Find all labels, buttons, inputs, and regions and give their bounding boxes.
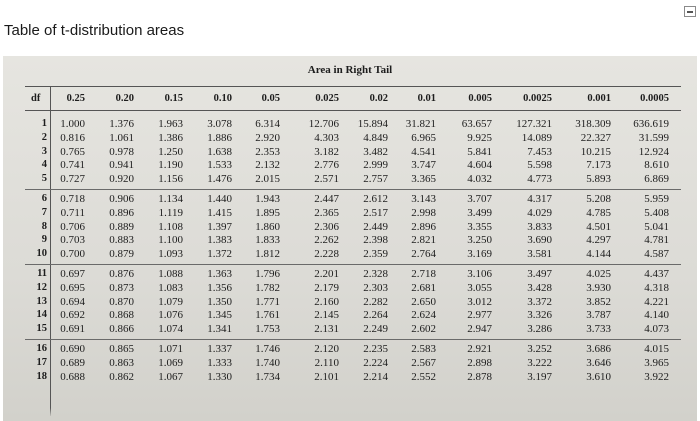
table-cell: 4.140 bbox=[644, 309, 669, 322]
table-cell: 1.963 bbox=[158, 118, 183, 130]
table-cell: 2.878 bbox=[467, 370, 492, 383]
table-cell: 2.224 bbox=[363, 356, 388, 369]
column-header: 0.0025 bbox=[523, 93, 552, 104]
table-cell: 3.581 bbox=[527, 248, 552, 261]
table-cell: 1.100 bbox=[158, 234, 183, 247]
table-cell: 2.999 bbox=[363, 159, 388, 172]
table-cell: 2.998 bbox=[411, 206, 436, 219]
table-cell: 2.552 bbox=[411, 370, 436, 383]
table-cell: 3.787 bbox=[586, 309, 611, 322]
table-cell: 7.173 bbox=[586, 159, 611, 172]
table-cell: 3.499 bbox=[467, 206, 492, 219]
table-cell: 22.327 bbox=[580, 131, 611, 144]
df-cell: 6 bbox=[41, 193, 47, 204]
table-cell: 9.925 bbox=[467, 131, 492, 144]
table-cell: 4.297 bbox=[586, 234, 611, 247]
table-cell: 1.796 bbox=[255, 268, 280, 280]
table-cell: 1.190 bbox=[158, 159, 183, 172]
table-cell: 636.619 bbox=[633, 118, 669, 130]
table-cell: 2.101 bbox=[314, 370, 339, 383]
table-cell: 2.764 bbox=[411, 248, 436, 261]
table-cell: 1.067 bbox=[158, 370, 183, 383]
table-cell: 10.215 bbox=[580, 145, 611, 158]
table-cell: 2.776 bbox=[314, 159, 339, 172]
df-header: df bbox=[31, 93, 41, 104]
table-cell: 2.201 bbox=[314, 268, 339, 280]
table-cell: 3.372 bbox=[527, 295, 552, 308]
table-cell: 1.771 bbox=[255, 295, 280, 308]
table-cell: 1.782 bbox=[255, 281, 280, 294]
table-cell: 4.015 bbox=[644, 343, 669, 355]
group-separator bbox=[25, 339, 681, 340]
table-cell: 3.497 bbox=[527, 268, 552, 280]
table-cell: 2.681 bbox=[411, 281, 436, 294]
column-header: 0.25 bbox=[66, 93, 85, 104]
table-cell: 2.921 bbox=[467, 343, 492, 355]
table-cell: 1.076 bbox=[158, 309, 183, 322]
table-cell: 0.695 bbox=[60, 281, 85, 294]
table-cell: 0.896 bbox=[109, 206, 134, 219]
table-cell: 3.747 bbox=[411, 159, 436, 172]
table-cell: 3.833 bbox=[527, 220, 552, 233]
table-cell: 1.746 bbox=[255, 343, 280, 355]
table-cell: 0.876 bbox=[109, 268, 134, 280]
table-cell: 0.711 bbox=[60, 206, 85, 219]
table-cell: 5.598 bbox=[527, 159, 552, 172]
table-cell: 1.134 bbox=[158, 193, 183, 205]
column-header: 0.05 bbox=[261, 93, 280, 104]
table-cell: 1.119 bbox=[158, 206, 183, 219]
table-cell: 0.689 bbox=[60, 356, 85, 369]
table-cell: 2.447 bbox=[314, 193, 339, 205]
table-cell: 5.208 bbox=[586, 193, 611, 205]
table-cell: 3.012 bbox=[467, 295, 492, 308]
table-cell: 31.821 bbox=[405, 118, 436, 130]
group-separator bbox=[25, 189, 681, 190]
table-cell: 1.071 bbox=[158, 343, 183, 355]
table-cell: 0.690 bbox=[60, 343, 85, 355]
column-header: 0.02 bbox=[369, 93, 388, 104]
table-cell: 1.476 bbox=[207, 173, 232, 186]
table-cell: 0.920 bbox=[109, 173, 134, 186]
table-cell: 14.089 bbox=[521, 131, 552, 144]
table-cell: 0.691 bbox=[60, 323, 85, 336]
table-cell: 0.941 bbox=[109, 159, 134, 172]
table-cell: 4.317 bbox=[527, 193, 552, 205]
table-cell: 4.318 bbox=[644, 281, 669, 294]
header-rule bbox=[25, 110, 681, 111]
table-cell: 2.353 bbox=[255, 145, 280, 158]
table-cell: 0.697 bbox=[60, 268, 85, 280]
top-bar bbox=[0, 0, 700, 22]
table-cell: 1.079 bbox=[158, 295, 183, 308]
minus-icon[interactable] bbox=[684, 6, 696, 17]
table-cell: 1.108 bbox=[158, 220, 183, 233]
top-rule bbox=[25, 86, 681, 87]
t-table-photo bbox=[3, 56, 697, 421]
table-cell: 4.785 bbox=[586, 206, 611, 219]
table-cell: 2.398 bbox=[363, 234, 388, 247]
table-cell: 1.156 bbox=[158, 173, 183, 186]
table-cell: 4.437 bbox=[644, 268, 669, 280]
table-cell: 2.896 bbox=[411, 220, 436, 233]
table-cell: 3.365 bbox=[411, 173, 436, 186]
table-cell: 1.833 bbox=[255, 234, 280, 247]
table-cell: 0.870 bbox=[109, 295, 134, 308]
table-cell: 2.214 bbox=[363, 370, 388, 383]
table-cell: 6.869 bbox=[644, 173, 669, 186]
df-cell: 2 bbox=[41, 131, 47, 143]
df-cell: 12 bbox=[36, 281, 47, 293]
table-cell: 2.264 bbox=[363, 309, 388, 322]
table-cell: 2.449 bbox=[363, 220, 388, 233]
table-cell: 2.303 bbox=[363, 281, 388, 294]
table-cell: 0.868 bbox=[109, 309, 134, 322]
column-header: 0.025 bbox=[315, 93, 339, 104]
table-cell: 4.781 bbox=[644, 234, 669, 247]
df-cell: 1 bbox=[41, 118, 47, 129]
table-cell: 1.761 bbox=[255, 309, 280, 322]
column-header: 0.20 bbox=[115, 93, 134, 104]
table-cell: 1.074 bbox=[158, 323, 183, 336]
table-cell: 1.000 bbox=[60, 118, 85, 130]
table-cell: 0.873 bbox=[109, 281, 134, 294]
table-cell: 0.883 bbox=[109, 234, 134, 247]
table-cell: 1.533 bbox=[207, 159, 232, 172]
table-cell: 2.306 bbox=[314, 220, 339, 233]
table-cell: 2.110 bbox=[314, 356, 339, 369]
table-cell: 4.303 bbox=[314, 131, 339, 144]
table-cell: 2.650 bbox=[411, 295, 436, 308]
group-separator bbox=[25, 264, 681, 265]
table-cell: 2.120 bbox=[314, 343, 339, 355]
table-cell: 3.055 bbox=[467, 281, 492, 294]
table-cell: 2.583 bbox=[411, 343, 436, 355]
table-cell: 2.517 bbox=[363, 206, 388, 219]
table-cell: 2.359 bbox=[363, 248, 388, 261]
table-cell: 6.965 bbox=[411, 131, 436, 144]
table-cell: 2.235 bbox=[363, 343, 388, 355]
table-cell: 2.898 bbox=[467, 356, 492, 369]
table-cell: 1.943 bbox=[255, 193, 280, 205]
table-cell: 1.337 bbox=[207, 343, 232, 355]
table-cell: 5.408 bbox=[644, 206, 669, 219]
table-cell: 1.734 bbox=[255, 370, 280, 383]
table-cell: 4.221 bbox=[644, 295, 669, 308]
table-cell: 1.812 bbox=[255, 248, 280, 261]
df-cell: 14 bbox=[36, 309, 47, 321]
table-cell: 1.895 bbox=[255, 206, 280, 219]
table-cell: 1.386 bbox=[158, 131, 183, 144]
table-cell: 2.228 bbox=[314, 248, 339, 261]
table-cell: 0.706 bbox=[60, 220, 85, 233]
df-cell: 16 bbox=[36, 343, 47, 354]
table-cell: 1.061 bbox=[109, 131, 134, 144]
table-cell: 1.330 bbox=[207, 370, 232, 383]
table-cell: 1.740 bbox=[255, 356, 280, 369]
table-cell: 2.132 bbox=[255, 159, 280, 172]
df-cell: 17 bbox=[36, 356, 47, 368]
table-cell: 318.309 bbox=[575, 118, 611, 130]
table-cell: 3.182 bbox=[314, 145, 339, 158]
table-cell: 1.083 bbox=[158, 281, 183, 294]
table-cell: 3.922 bbox=[644, 370, 669, 383]
table-cell: 3.355 bbox=[467, 220, 492, 233]
table-cell: 1.350 bbox=[207, 295, 232, 308]
column-header: 0.01 bbox=[417, 93, 436, 104]
table-cell: 1.250 bbox=[158, 145, 183, 158]
table-cell: 3.428 bbox=[527, 281, 552, 294]
table-cell: 3.690 bbox=[527, 234, 552, 247]
table-cell: 1.886 bbox=[207, 131, 232, 144]
table-cell: 127.321 bbox=[516, 118, 552, 130]
table-cell: 7.453 bbox=[527, 145, 552, 158]
table-cell: 4.501 bbox=[586, 220, 611, 233]
table-cell: 0.688 bbox=[60, 370, 85, 383]
table-cell: 3.930 bbox=[586, 281, 611, 294]
table-cell: 1.397 bbox=[207, 220, 232, 233]
column-header: 0.15 bbox=[164, 93, 183, 104]
table-cell: 3.610 bbox=[586, 370, 611, 383]
table-cell: 2.602 bbox=[411, 323, 436, 336]
table-cell: 2.249 bbox=[363, 323, 388, 336]
table-cell: 2.624 bbox=[411, 309, 436, 322]
table-cell: 6.314 bbox=[255, 118, 280, 130]
table-cell: 0.865 bbox=[109, 343, 134, 355]
table-cell: 0.862 bbox=[109, 370, 134, 383]
table-cell: 3.686 bbox=[586, 343, 611, 355]
table-cell: 2.282 bbox=[363, 295, 388, 308]
table-cell: 4.773 bbox=[527, 173, 552, 186]
table-cell: 1.333 bbox=[207, 356, 232, 369]
table-cell: 2.567 bbox=[411, 356, 436, 369]
table-cell: 3.707 bbox=[467, 193, 492, 205]
table-cell: 0.879 bbox=[109, 248, 134, 261]
table-cell: 3.733 bbox=[586, 323, 611, 336]
table-cell: 3.222 bbox=[527, 356, 552, 369]
table-cell: 0.816 bbox=[60, 131, 85, 144]
table-cell: 0.741 bbox=[60, 159, 85, 172]
table-cell: 4.025 bbox=[586, 268, 611, 280]
df-cell: 18 bbox=[36, 370, 47, 382]
df-cell: 15 bbox=[36, 323, 47, 335]
table-cell: 2.571 bbox=[314, 173, 339, 186]
table-cell: 1.345 bbox=[207, 309, 232, 322]
table-cell: 31.599 bbox=[638, 131, 669, 144]
table-cell: 2.179 bbox=[314, 281, 339, 294]
table-cell: 12.706 bbox=[308, 118, 339, 130]
table-cell: 5.959 bbox=[644, 193, 669, 205]
table-cell: 0.703 bbox=[60, 234, 85, 247]
table-cell: 1.440 bbox=[207, 193, 232, 205]
table-cell: 1.093 bbox=[158, 248, 183, 261]
table-cell: 8.610 bbox=[644, 159, 669, 172]
table-cell: 0.765 bbox=[60, 145, 85, 158]
table-cell: 2.262 bbox=[314, 234, 339, 247]
table-cell: 0.866 bbox=[109, 323, 134, 336]
table-cell: 12.924 bbox=[638, 145, 669, 158]
table-cell: 1.383 bbox=[207, 234, 232, 247]
column-header: 0.10 bbox=[213, 93, 232, 104]
df-cell: 5 bbox=[41, 173, 47, 185]
table-cell: 1.860 bbox=[255, 220, 280, 233]
table-cell: 1.341 bbox=[207, 323, 232, 336]
df-cell: 8 bbox=[41, 220, 47, 232]
table-cell: 3.965 bbox=[644, 356, 669, 369]
table-cell: 2.947 bbox=[467, 323, 492, 336]
df-cell: 4 bbox=[41, 159, 47, 171]
table-cell: 0.889 bbox=[109, 220, 134, 233]
table-cell: 1.372 bbox=[207, 248, 232, 261]
table-cell: 2.821 bbox=[411, 234, 436, 247]
table-cell: 4.029 bbox=[527, 206, 552, 219]
table-cell: 2.365 bbox=[314, 206, 339, 219]
table-cell: 2.328 bbox=[363, 268, 388, 280]
table-cell: 3.326 bbox=[527, 309, 552, 322]
table-cell: 2.145 bbox=[314, 309, 339, 322]
table-cell: 4.073 bbox=[644, 323, 669, 336]
df-cell: 13 bbox=[36, 295, 47, 307]
table-cell: 5.893 bbox=[586, 173, 611, 186]
df-cell: 11 bbox=[37, 268, 47, 279]
table-cell: 0.694 bbox=[60, 295, 85, 308]
table-cell: 1.415 bbox=[207, 206, 232, 219]
table-cell: 1.376 bbox=[109, 118, 134, 130]
table-cell: 0.700 bbox=[60, 248, 85, 261]
table-cell: 3.169 bbox=[467, 248, 492, 261]
table-cell: 2.718 bbox=[411, 268, 436, 280]
table-cell: 0.863 bbox=[109, 356, 134, 369]
table-caption: Area in Right Tail bbox=[307, 64, 393, 76]
table-cell: 2.977 bbox=[467, 309, 492, 322]
table-cell: 3.078 bbox=[207, 118, 232, 130]
column-header: 0.001 bbox=[587, 93, 611, 104]
table-cell: 1.753 bbox=[255, 323, 280, 336]
table-cell: 3.143 bbox=[411, 193, 436, 205]
table-cell: 5.041 bbox=[644, 220, 669, 233]
table-cell: 3.852 bbox=[586, 295, 611, 308]
table-cell: 4.849 bbox=[363, 131, 388, 144]
column-header: 0.0005 bbox=[640, 93, 669, 104]
table-cell: 63.657 bbox=[461, 118, 492, 130]
table-cell: 3.250 bbox=[467, 234, 492, 247]
table-cell: 4.587 bbox=[644, 248, 669, 261]
page-title: Table of t-distribution areas bbox=[4, 22, 185, 39]
table-cell: 1.069 bbox=[158, 356, 183, 369]
table-cell: 3.252 bbox=[527, 343, 552, 355]
table-cell: 15.894 bbox=[357, 118, 388, 130]
table-cell: 1.088 bbox=[158, 268, 183, 280]
table-cell: 0.692 bbox=[60, 309, 85, 322]
table-cell: 2.757 bbox=[363, 173, 388, 186]
table-cell: 4.032 bbox=[467, 173, 492, 186]
table-cell: 2.920 bbox=[255, 131, 280, 144]
table-cell: 2.612 bbox=[363, 193, 388, 205]
df-cell: 7 bbox=[41, 206, 47, 218]
column-header: 0.005 bbox=[468, 93, 492, 104]
table-cell: 2.131 bbox=[314, 323, 339, 336]
df-cell: 3 bbox=[41, 145, 47, 157]
table-cell: 0.727 bbox=[60, 173, 85, 186]
table-cell: 3.646 bbox=[586, 356, 611, 369]
table-cell: 0.978 bbox=[109, 145, 134, 158]
table-cell: 0.906 bbox=[109, 193, 134, 205]
df-cell: 10 bbox=[36, 248, 47, 260]
table-cell: 4.604 bbox=[467, 159, 492, 172]
table-cell: 0.718 bbox=[60, 193, 85, 205]
table-cell: 1.638 bbox=[207, 145, 232, 158]
df-cell: 9 bbox=[41, 234, 47, 246]
table-cell: 2.015 bbox=[255, 173, 280, 186]
table-cell: 4.541 bbox=[411, 145, 436, 158]
table-cell: 1.356 bbox=[207, 281, 232, 294]
table-cell: 5.841 bbox=[467, 145, 492, 158]
table-cell: 3.286 bbox=[527, 323, 552, 336]
table-cell: 4.144 bbox=[586, 248, 611, 261]
table-cell: 3.197 bbox=[527, 370, 552, 383]
table-cell: 3.106 bbox=[467, 268, 492, 280]
table-cell: 3.482 bbox=[363, 145, 388, 158]
table-cell: 1.363 bbox=[207, 268, 232, 280]
table-cell: 2.160 bbox=[314, 295, 339, 308]
